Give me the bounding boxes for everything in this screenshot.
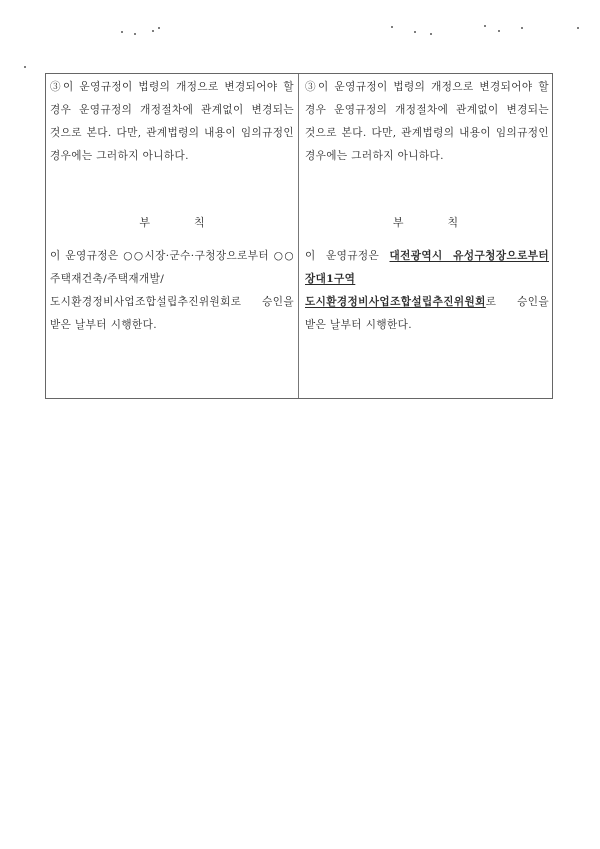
supplementary-heading: 부칙: [392, 216, 503, 229]
supplementary-prefix: 이 운영규정은: [305, 250, 390, 262]
comparison-table: [45, 73, 553, 399]
clause-3-text: ③이 운영규정이 법령의 개정으로 변경되어야 할 경우 운영규정의 개정절차에 관계없이 변경되는 것으로 본다. 다만, 관계법령의 내용이 임의규정인 경우에는 그러하지 아니하다.: [305, 81, 549, 162]
supplementary-emphasis: 대전광역시 유성구청장으로부터 장대1구역 도시환경정비사업조합설립추진위원회: [305, 250, 549, 308]
right-column-amended: [299, 74, 552, 398]
supplementary-heading: 부칙: [139, 216, 249, 229]
scan-specks: [0, 0, 600, 60]
left-column-original: [46, 74, 299, 398]
supplementary-text: [305, 245, 549, 337]
supplementary-text: 이 운영규정은 ○○시장·군수·구청장으로부터 ○○주택재건축/주택재개발/도시환경정비사업조합설립추진위원회로 승인을 받은 날부터 시행한다.: [50, 250, 294, 331]
clause-3-text: ③이 운영규정이 법령의 개정으로 변경되어야 할 경우 운영규정의 개정절차에 관계없이 변경되는 것으로 본다. 다만, 관계법령의 내용이 임의규정인 경우에는 그러하지 아니하다.: [50, 81, 294, 162]
supplementary-suffix: 로 승인을 받은 날부터 시행한다.: [305, 296, 549, 331]
